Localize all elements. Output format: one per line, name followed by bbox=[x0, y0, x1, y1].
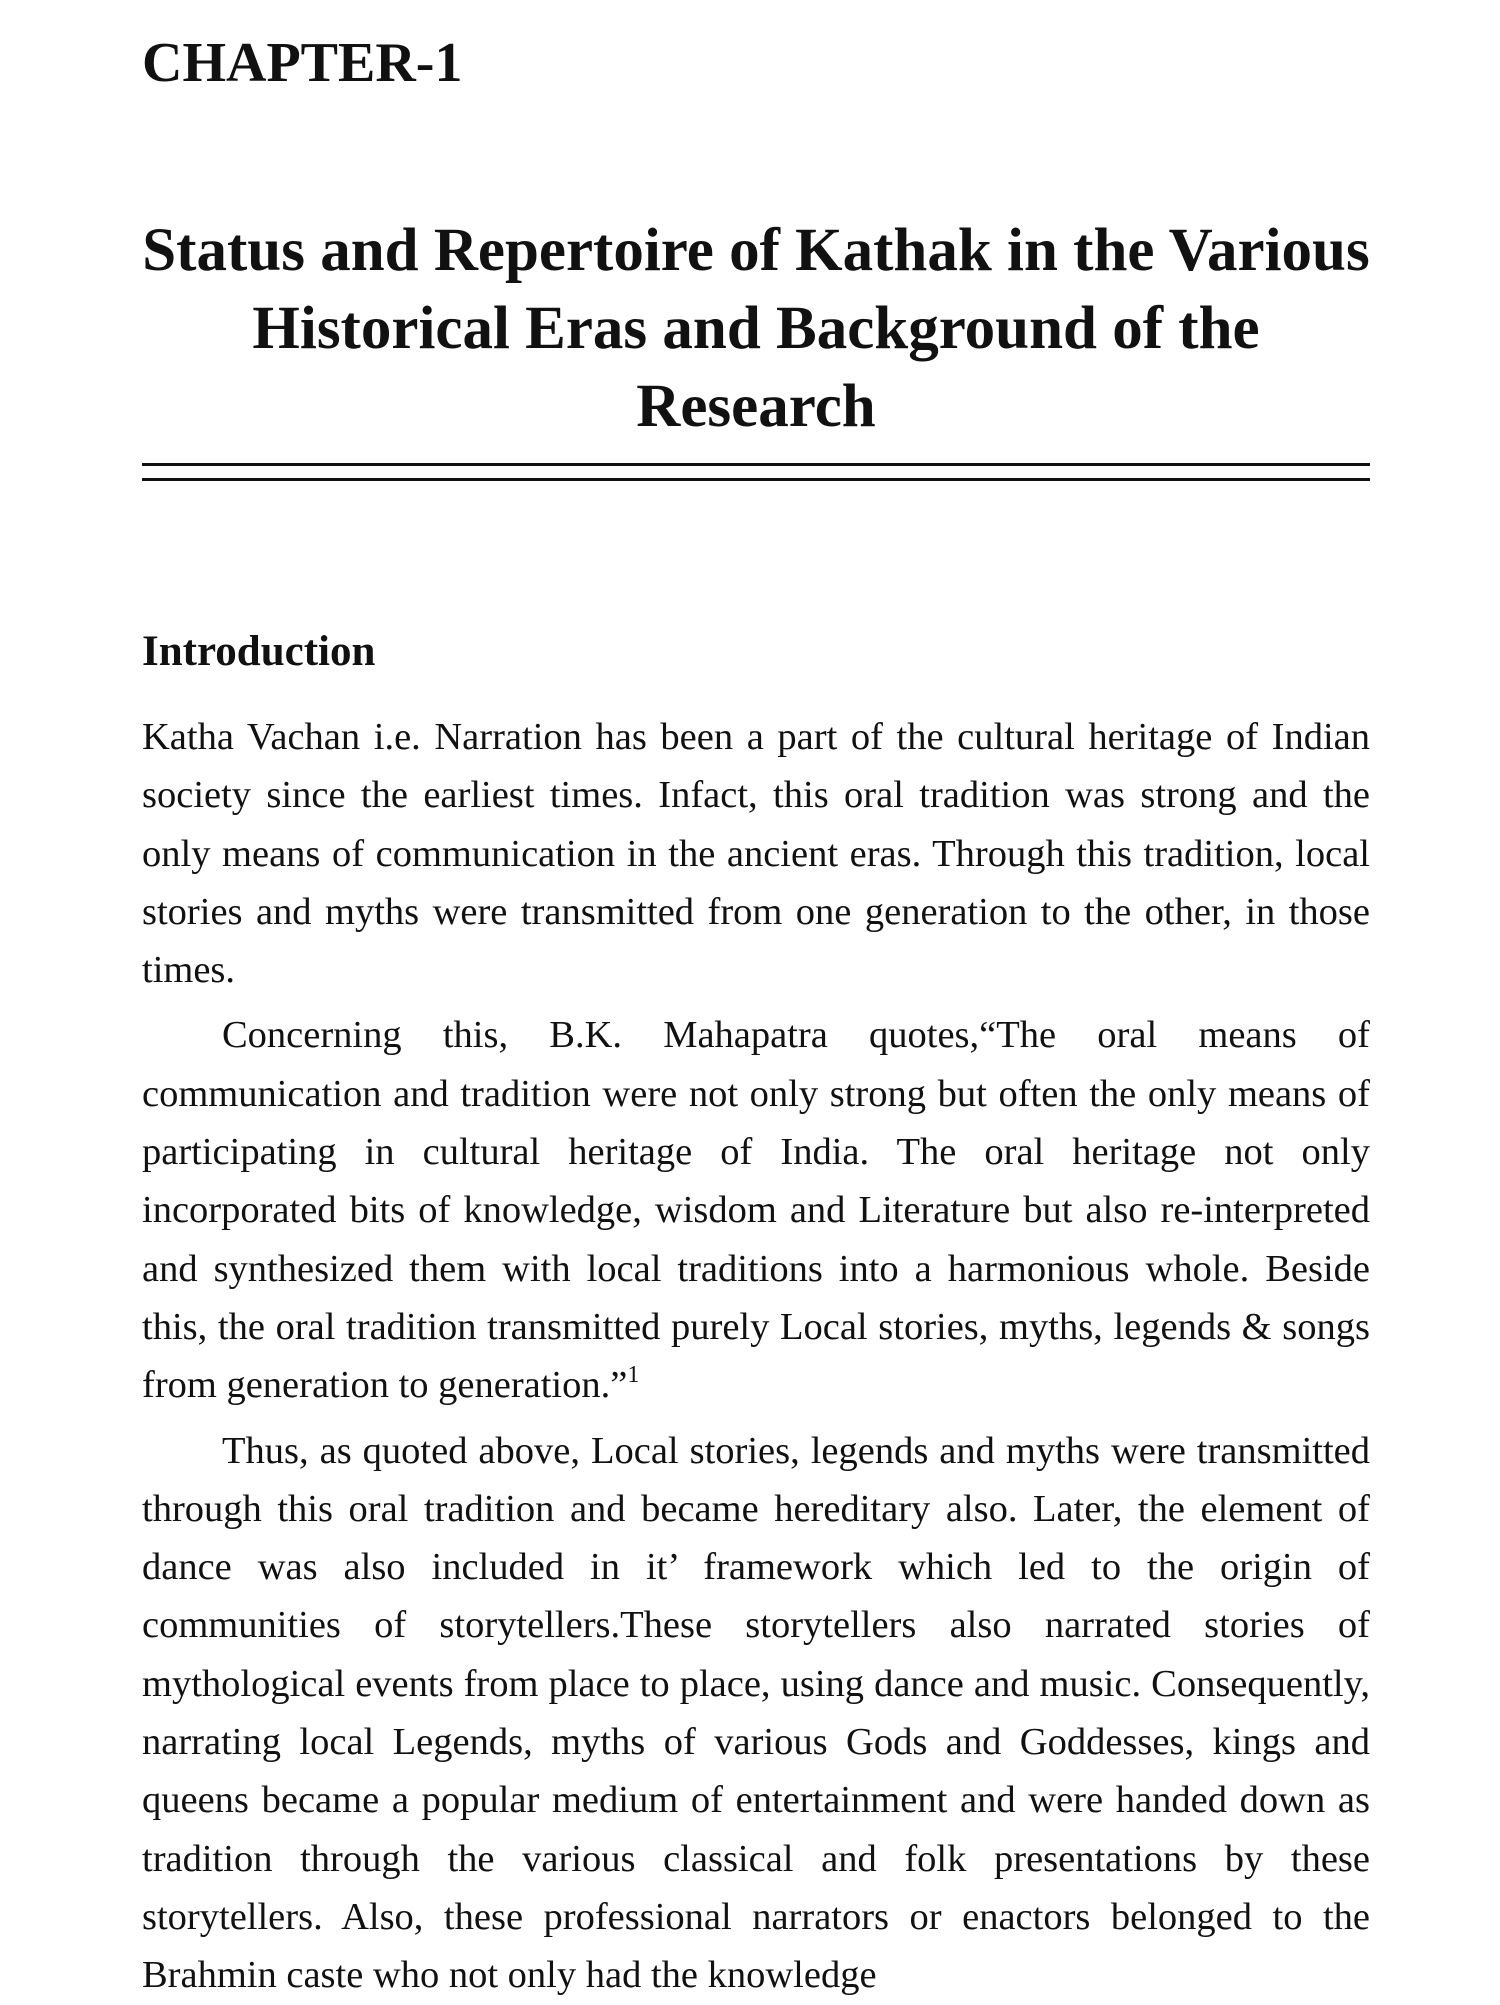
body-text bbox=[142, 708, 1370, 2005]
section-heading: Introduction bbox=[142, 628, 376, 675]
paragraph-1: Katha Vachan i.e. Narration has been a part of the cultural heritage of Indian society since the earliest times. Infact, this oral tradition was strong and the only means of communication in the ancient eras. Through this tradition, local stories and myths were transmitted from one generation to the other, in those times. bbox=[142, 716, 1370, 992]
title-divider-upper bbox=[142, 463, 1370, 466]
chapter-label: CHAPTER-1 bbox=[142, 32, 463, 94]
paragraph-3: Thus, as quoted above, Local stories, legends and myths were transmitted through this oral tradition and became hereditary also. Later, the element of dance was also included in it’ framework which led to the origin of communities of storytellers.These storytellers also narrated stories of mythological events from place to place, using dance and music. Consequently, narrating local Legends, myths of various Gods and Goddesses, kings and queens became a popular medium of entertainment and were handed down as tradition through the various classical and folk presentations by these storytellers. Also, these professional narrators or enactors belonged to the Brahmin caste who not only had the knowledge bbox=[142, 1429, 1370, 1997]
paragraph-2-text: Concerning this, B.K. Mahapatra quotes,“The oral means of communication and tradition were not only strong but often the only means of participating in cultural heritage of India. The oral heritage not only incorporated bits of knowledge, wisdom and Literature but also re-interpreted and synthesized them with local traditions into a harmonious whole. Beside this, the oral tradition transmitted purely Local stories, myths, legends & songs from generation to generation.” bbox=[142, 1014, 1370, 1407]
title-divider-lower bbox=[142, 478, 1370, 481]
paragraph-2 bbox=[142, 1006, 1370, 1414]
footnote-marker[interactable]: 1 bbox=[627, 1362, 640, 1389]
chapter-title: Status and Repertoire of Kathak in the Various Historical Eras and Background of the Research bbox=[142, 217, 1370, 440]
